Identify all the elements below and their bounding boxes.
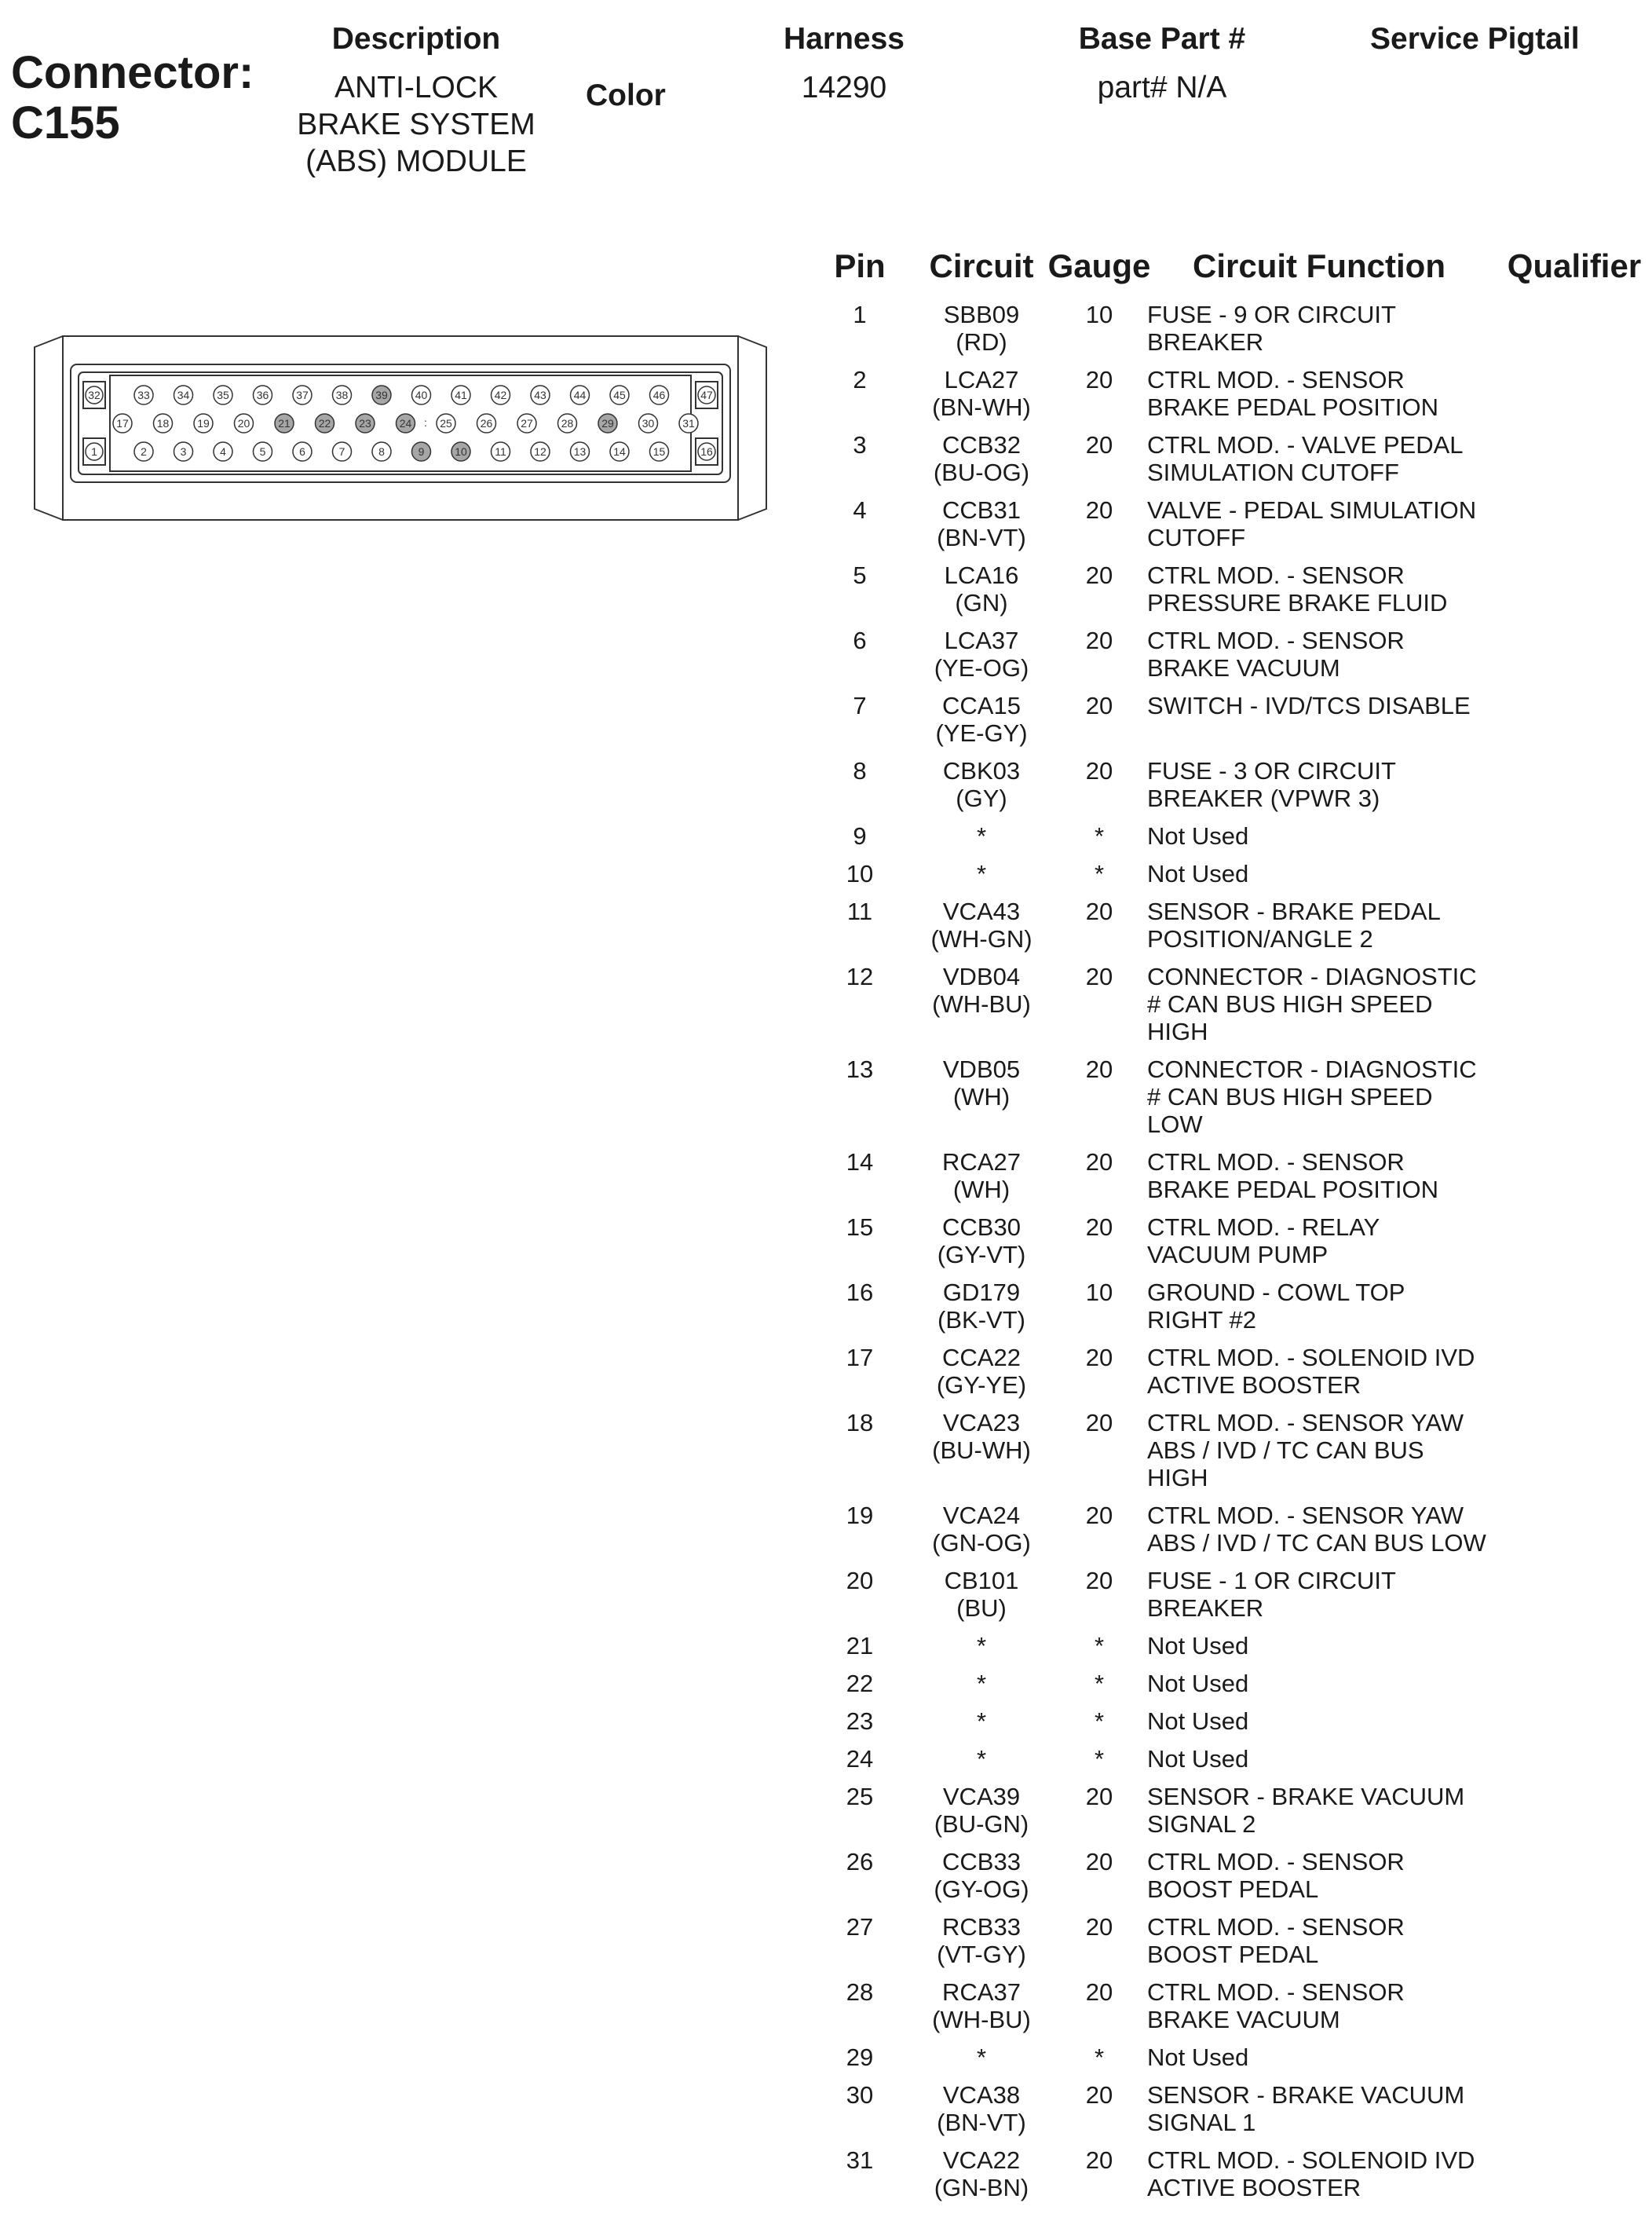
function-cell: SENSOR - BRAKE VACUUM SIGNAL 2	[1147, 1783, 1465, 1838]
gauge-cell: 20	[1085, 1848, 1113, 1875]
svg-text:45: 45	[613, 389, 626, 401]
table-row	[817, 496, 1649, 562]
svg-text:40: 40	[415, 389, 428, 401]
pin-46	[650, 386, 669, 404]
pin-cell: 10	[846, 860, 874, 887]
pin-12	[531, 442, 550, 461]
svg-text:20: 20	[237, 417, 250, 430]
table-row	[817, 692, 1649, 757]
base-part-value: part# N/A	[1097, 71, 1227, 104]
table-row	[817, 1567, 1649, 1632]
connector-left-end	[35, 336, 63, 520]
svg-text:4: 4	[220, 445, 226, 458]
svg-text:23: 23	[359, 417, 371, 430]
svg-text:35: 35	[217, 389, 229, 401]
table-row	[817, 860, 1649, 898]
svg-text:7: 7	[338, 445, 345, 458]
circuit-cell: CB101 (BU)	[944, 1567, 1019, 1622]
gauge-cell: 20	[1085, 1783, 1113, 1810]
col-qualifier-header: Qualifier	[1507, 247, 1642, 284]
table-row	[817, 1978, 1649, 2044]
table-row	[817, 1279, 1649, 1344]
pin-cell: 29	[846, 2044, 874, 2071]
function-cell: Not Used	[1147, 1745, 1249, 1773]
pin-cell: 25	[846, 1783, 874, 1810]
table-row	[817, 562, 1649, 627]
pin-22	[316, 414, 334, 433]
pin-cell: 24	[846, 1745, 874, 1773]
connector-face-diagram	[31, 330, 769, 526]
pin-23	[356, 414, 375, 433]
svg-text:18: 18	[156, 417, 170, 430]
function-cell: CTRL MOD. - SENSOR BRAKE PEDAL POSITION	[1147, 366, 1438, 421]
pin-42	[492, 386, 510, 404]
gauge-cell: 20	[1085, 366, 1113, 393]
pin-table-body	[817, 301, 1649, 2212]
svg-text:6: 6	[299, 445, 305, 458]
svg-text:1: 1	[91, 445, 97, 458]
pin-11	[492, 442, 510, 461]
pin-29	[598, 414, 617, 433]
function-cell: FUSE - 1 OR CIRCUIT BREAKER	[1147, 1567, 1396, 1622]
col-function-header: Circuit Function	[1193, 247, 1446, 284]
pin-cell: 26	[846, 1848, 874, 1875]
col-circuit-header: Circuit	[929, 247, 1034, 284]
pin-24	[397, 414, 415, 433]
pin-cell: 5	[853, 562, 867, 589]
svg-text:30: 30	[641, 417, 655, 430]
color-header: Color	[586, 79, 666, 112]
pin-10	[451, 442, 470, 461]
pin-18	[154, 414, 173, 433]
pin-cell: 19	[846, 1502, 874, 1529]
pin-20	[235, 414, 254, 433]
svg-text:39: 39	[375, 389, 388, 401]
svg-text:21: 21	[278, 417, 291, 430]
table-row	[817, 1344, 1649, 1409]
harness-value: 14290	[801, 71, 887, 104]
gauge-cell: *	[1094, 860, 1105, 887]
pin-16	[698, 443, 715, 460]
function-cell: CTRL MOD. - SENSOR BRAKE VACUUM	[1147, 1978, 1405, 2033]
gauge-cell: 20	[1085, 757, 1113, 785]
pin-40	[412, 386, 431, 404]
svg-text:11: 11	[495, 445, 506, 458]
svg-text:3: 3	[180, 445, 187, 458]
circuit-cell: CCB32 (BU-OG)	[933, 431, 1030, 486]
table-row	[817, 963, 1649, 1056]
pin-26	[477, 414, 496, 433]
pin-cell: 2	[853, 366, 867, 393]
connector-label: Connector:	[11, 47, 254, 98]
gauge-cell: 20	[1085, 431, 1113, 459]
pin-cell: 18	[846, 1409, 874, 1436]
circuit-cell: RCA37 (WH-BU)	[932, 1978, 1031, 2033]
circuit-cell: SBB09 (RD)	[943, 301, 1020, 356]
gauge-cell: 10	[1085, 301, 1113, 328]
table-row	[817, 757, 1649, 822]
gauge-cell: 20	[1085, 1056, 1113, 1083]
function-cell: Not Used	[1147, 822, 1249, 850]
table-row	[817, 1783, 1649, 1848]
gauge-cell: 20	[1085, 1978, 1113, 2006]
circuit-cell: VCA39 (BU-GN)	[934, 1783, 1029, 1838]
gauge-cell: *	[1094, 1707, 1105, 1735]
circuit-cell: *	[976, 1632, 987, 1659]
table-row	[817, 301, 1649, 366]
svg-text:29: 29	[601, 417, 614, 430]
pin-cell: 12	[846, 963, 874, 990]
function-cell: Not Used	[1147, 2044, 1249, 2071]
gauge-cell: 20	[1085, 562, 1113, 589]
function-cell: SENSOR - BRAKE PEDAL POSITION/ANGLE 2	[1147, 898, 1441, 953]
pin-9	[412, 442, 431, 461]
pin-cell: 14	[846, 1148, 874, 1176]
pin-2	[134, 442, 153, 461]
gauge-cell: 10	[1085, 1279, 1113, 1306]
description-header: Description	[331, 22, 501, 56]
pin-cell: 6	[853, 627, 867, 654]
gauge-cell: *	[1094, 1745, 1105, 1773]
pin-31	[679, 414, 698, 433]
pin-37	[293, 386, 312, 404]
pin-cell: 23	[846, 1707, 874, 1735]
table-row	[817, 1848, 1649, 1913]
function-cell: VALVE - PEDAL SIMULATION CUTOFF	[1147, 496, 1477, 551]
table-row	[817, 366, 1649, 431]
svg-text:26: 26	[480, 417, 493, 430]
table-row	[817, 1502, 1649, 1567]
gauge-cell: 20	[1085, 692, 1113, 719]
svg-text:9: 9	[418, 445, 425, 458]
function-cell: CTRL MOD. - SENSOR BOOST PEDAL	[1147, 1848, 1405, 1903]
pin-8	[372, 442, 391, 461]
pin-key-marker: :	[424, 416, 427, 429]
function-cell: CTRL MOD. - VALVE PEDAL SIMULATION CUTOFF	[1147, 431, 1464, 486]
pin-cell: 3	[853, 431, 867, 459]
gauge-cell: 20	[1085, 2081, 1113, 2109]
pin-21	[275, 414, 294, 433]
gauge-cell: 20	[1085, 963, 1113, 990]
gauge-cell: 20	[1085, 627, 1113, 654]
function-cell: CTRL MOD. - SENSOR YAW ABS / IVD / TC CAN BUS LOW	[1147, 1502, 1486, 1557]
pin-19	[194, 414, 213, 433]
pin-38	[333, 386, 352, 404]
function-cell: CTRL MOD. - SENSOR BRAKE PEDAL POSITION	[1147, 1148, 1438, 1203]
gauge-cell: 20	[1085, 1213, 1113, 1241]
connector-right-end	[738, 336, 766, 520]
table-row	[817, 2081, 1649, 2146]
svg-text:25: 25	[440, 417, 452, 430]
gauge-cell: 20	[1085, 1502, 1113, 1529]
table-row	[817, 822, 1649, 860]
col-pin-header: Pin	[834, 247, 886, 284]
table-row	[817, 1213, 1649, 1279]
function-cell: FUSE - 9 OR CIRCUIT BREAKER	[1147, 301, 1396, 356]
function-cell: CTRL MOD. - SENSOR BRAKE VACUUM	[1147, 627, 1405, 682]
function-cell: CTRL MOD. - SOLENOID IVD ACTIVE BOOSTER	[1147, 2146, 1475, 2201]
function-cell: SENSOR - BRAKE VACUUM SIGNAL 1	[1147, 2081, 1465, 2136]
function-cell: CTRL MOD. - SENSOR PRESSURE BRAKE FLUID	[1147, 562, 1448, 617]
svg-text:32: 32	[88, 389, 101, 401]
pin-25	[437, 414, 455, 433]
circuit-cell: LCA37 (YE-OG)	[934, 627, 1029, 682]
pin-5	[254, 442, 272, 461]
gauge-cell: 20	[1085, 1567, 1113, 1594]
pin-cell: 20	[846, 1567, 874, 1594]
pin-6	[293, 442, 312, 461]
function-cell: CTRL MOD. - SOLENOID IVD ACTIVE BOOSTER	[1147, 1344, 1475, 1399]
function-cell: Not Used	[1147, 860, 1249, 887]
svg-text:2: 2	[141, 445, 147, 458]
svg-text:19: 19	[197, 417, 210, 430]
pin-cell: 8	[853, 757, 867, 785]
pin-cell: 27	[846, 1913, 874, 1941]
pin-cell: 13	[846, 1056, 874, 1083]
table-row	[817, 1745, 1649, 1783]
service-pigtail-header: Service Pigtail	[1370, 22, 1580, 56]
gauge-cell: 20	[1085, 1148, 1113, 1176]
gauge-cell: 20	[1085, 1409, 1113, 1436]
pin-3	[174, 442, 193, 461]
pin-cell: 21	[846, 1632, 874, 1659]
pin-36	[254, 386, 272, 404]
pin-28	[558, 414, 577, 433]
circuit-cell: RCA27 (WH)	[942, 1148, 1021, 1203]
function-cell: Not Used	[1147, 1632, 1249, 1659]
table-row	[817, 2146, 1649, 2212]
table-row	[817, 1056, 1649, 1148]
table-row	[817, 2044, 1649, 2081]
circuit-cell: VDB05 (WH)	[942, 1056, 1021, 1110]
function-cell: FUSE - 3 OR CIRCUIT BREAKER (VPWR 3)	[1147, 757, 1396, 812]
svg-text:10: 10	[455, 445, 467, 458]
pin-cell: 31	[846, 2146, 874, 2174]
pin-7	[333, 442, 352, 461]
function-cell: CONNECTOR - DIAGNOSTIC # CAN BUS HIGH SPEED HIGH	[1147, 963, 1477, 1045]
pin-39	[372, 386, 391, 404]
circuit-cell: *	[976, 860, 987, 887]
pin-44	[571, 386, 590, 404]
svg-text:13: 13	[573, 445, 587, 458]
description-value: ANTI-LOCK BRAKE SYSTEM (ABS) MODULE	[297, 71, 535, 178]
gauge-cell: 20	[1085, 496, 1113, 524]
circuit-cell: *	[976, 2044, 987, 2071]
function-cell: Not Used	[1147, 1670, 1249, 1697]
pin-cell: 22	[846, 1670, 874, 1697]
pin-30	[639, 414, 658, 433]
svg-text:15: 15	[652, 445, 666, 458]
svg-text:24: 24	[399, 417, 412, 430]
pin-cell: 15	[846, 1213, 874, 1241]
table-row	[817, 898, 1649, 963]
function-cell: Not Used	[1147, 1707, 1249, 1735]
pin-cell: 28	[846, 1978, 874, 2006]
pin-34	[174, 386, 193, 404]
svg-text:34: 34	[177, 389, 190, 401]
pin-1	[86, 443, 103, 460]
gauge-cell: *	[1094, 822, 1105, 850]
table-row	[817, 1409, 1649, 1502]
svg-text:12: 12	[534, 445, 546, 458]
pin-32	[86, 386, 103, 404]
table-row	[817, 1913, 1649, 1978]
pin-cell: 4	[853, 496, 867, 524]
svg-text:14: 14	[613, 445, 626, 458]
pin-cell: 11	[846, 898, 873, 925]
function-cell: GROUND - COWL TOP RIGHT #2	[1147, 1279, 1405, 1334]
gauge-cell: *	[1094, 1632, 1105, 1659]
table-row	[817, 627, 1649, 692]
gauge-cell: 20	[1085, 1913, 1113, 1941]
svg-text:28: 28	[561, 417, 574, 430]
circuit-cell: RCB33 (VT-GY)	[937, 1913, 1026, 1968]
function-cell: SWITCH - IVD/TCS DISABLE	[1147, 692, 1471, 719]
svg-text:33: 33	[137, 389, 150, 401]
circuit-cell: VCA24 (GN-OG)	[932, 1502, 1031, 1557]
table-row	[817, 1670, 1649, 1707]
circuit-cell: VCA22 (GN-BN)	[934, 2146, 1029, 2201]
pin-cell: 1	[853, 301, 867, 328]
svg-text:36: 36	[256, 389, 269, 401]
pin-cell: 7	[853, 692, 867, 719]
svg-text:42: 42	[494, 389, 507, 401]
circuit-cell: CCA15 (YE-GY)	[935, 692, 1028, 747]
circuit-cell: VCA43 (WH-GN)	[930, 898, 1032, 953]
circuit-cell: LCA16 (GN)	[944, 562, 1019, 617]
function-cell: CTRL MOD. - RELAY VACUUM PUMP	[1147, 1213, 1380, 1268]
svg-text:27: 27	[521, 417, 533, 430]
circuit-cell: *	[976, 1707, 987, 1735]
gauge-cell: *	[1094, 2044, 1105, 2071]
svg-text:22: 22	[318, 417, 331, 430]
svg-text:17: 17	[116, 417, 129, 430]
svg-text:46: 46	[652, 389, 666, 401]
svg-text:47: 47	[700, 389, 713, 401]
col-gauge-header: Gauge	[1047, 247, 1151, 284]
gauge-cell: 20	[1085, 1344, 1113, 1371]
pin-4	[214, 442, 232, 461]
pin-27	[517, 414, 536, 433]
gauge-cell: 20	[1085, 2146, 1113, 2174]
svg-text:16: 16	[700, 445, 713, 458]
pin-45	[610, 386, 629, 404]
svg-text:43: 43	[534, 389, 546, 401]
table-row	[817, 1632, 1649, 1670]
svg-text:5: 5	[259, 445, 266, 458]
circuit-cell: CCB31 (BN-VT)	[937, 496, 1026, 551]
table-row	[817, 431, 1649, 496]
circuit-cell: *	[976, 1745, 987, 1773]
svg-text:31: 31	[682, 417, 695, 430]
circuit-cell: CCB30 (GY-VT)	[937, 1213, 1026, 1268]
pin-cell: 16	[846, 1279, 874, 1306]
gauge-cell: *	[1094, 1670, 1105, 1697]
pin-33	[134, 386, 153, 404]
circuit-cell: CBK03 (GY)	[942, 757, 1021, 812]
harness-header: Harness	[784, 22, 905, 56]
pin-35	[214, 386, 232, 404]
pin-15	[650, 442, 669, 461]
pin-47	[698, 386, 715, 404]
circuit-cell: VDB04 (WH-BU)	[932, 963, 1031, 1018]
function-cell: CTRL MOD. - SENSOR BOOST PEDAL	[1147, 1913, 1405, 1968]
base-part-header: Base Part #	[1078, 22, 1246, 56]
svg-text:38: 38	[335, 389, 349, 401]
svg-text:8: 8	[378, 445, 385, 458]
pin-41	[451, 386, 470, 404]
circuit-cell: VCA23 (BU-WH)	[932, 1409, 1031, 1464]
circuit-cell: CCA22 (GY-YE)	[936, 1344, 1027, 1399]
function-cell: CONNECTOR - DIAGNOSTIC # CAN BUS HIGH SPEED LOW	[1147, 1056, 1477, 1138]
gauge-cell: 20	[1085, 898, 1113, 925]
circuit-cell: CCB33 (GY-OG)	[934, 1848, 1029, 1903]
pin-14	[610, 442, 629, 461]
circuit-cell: GD179 (BK-VT)	[937, 1279, 1025, 1334]
pin-13	[571, 442, 590, 461]
table-row	[817, 1707, 1649, 1745]
circuit-cell: VCA38 (BN-VT)	[937, 2081, 1026, 2136]
table-row	[817, 1148, 1649, 1213]
pin-cell: 30	[846, 2081, 874, 2109]
pin-17	[113, 414, 132, 433]
function-cell: CTRL MOD. - SENSOR YAW ABS / IVD / TC CAN BUS HIGH	[1147, 1409, 1464, 1491]
svg-text:41: 41	[455, 389, 467, 401]
circuit-cell: *	[976, 1670, 987, 1697]
pin-cell: 9	[853, 822, 867, 850]
svg-text:44: 44	[573, 389, 587, 401]
circuit-cell: LCA27 (BN-WH)	[932, 366, 1031, 421]
svg-text:37: 37	[296, 389, 309, 401]
connector-id: C155	[11, 97, 120, 148]
circuit-cell: *	[976, 822, 987, 850]
pin-cell: 17	[846, 1344, 874, 1371]
pin-43	[531, 386, 550, 404]
